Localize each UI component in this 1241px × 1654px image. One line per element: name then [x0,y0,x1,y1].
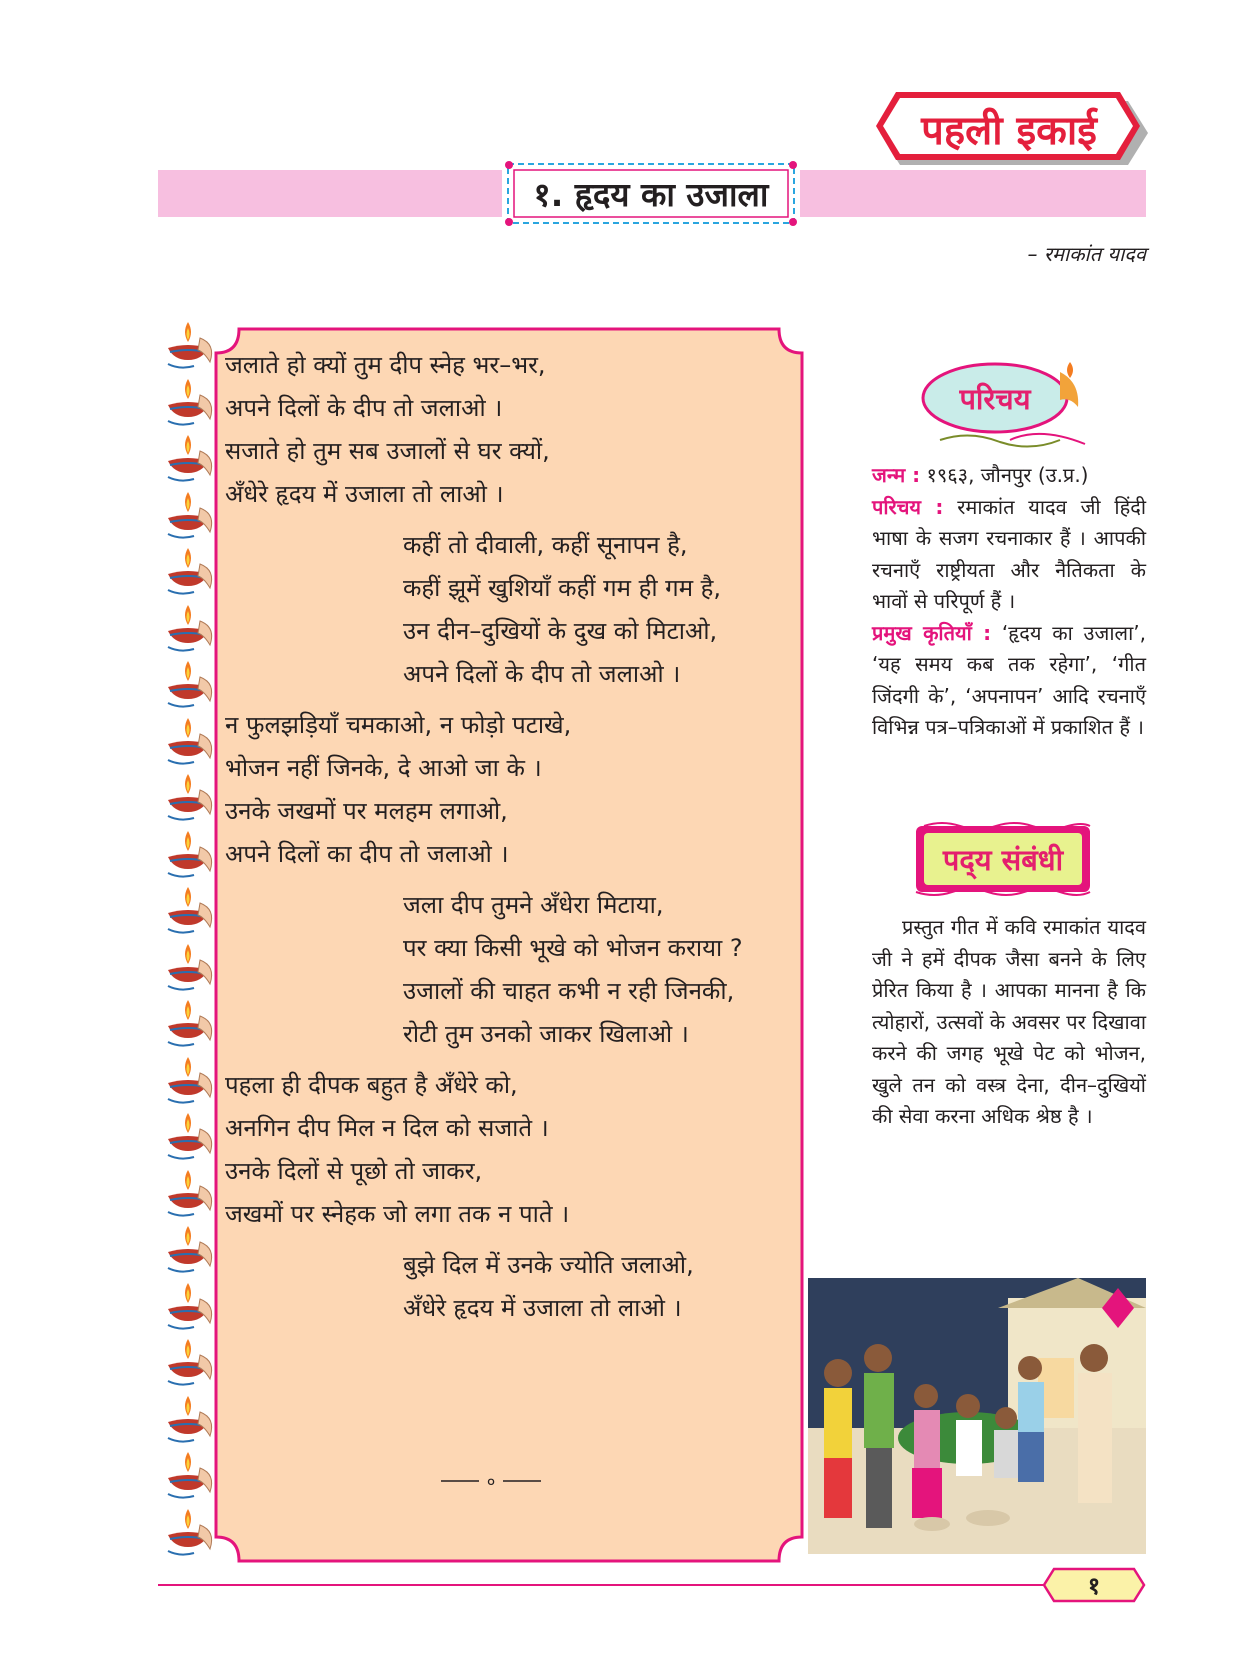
poem-line: रोटी तुम उनको जाकर खिलाओ । [403,1020,689,1048]
diya-lamp-icon [160,544,220,600]
poem-relation-text: प्रस्तुत गीत में कवि रमाकांत यादव जी ने हमें दीपक जैसा बनने के लिए प्रेरित किया है । आपका मानना है कि त्योहारों, उत्सवों के अवसर पर दिखावा करने की जगह भूखे पेट को भोजन, खुले तन को वस्त्र देना, दीन–दुखियों की सेवा करना अधिक श्रेष्ठ है । [872,915,1146,1128]
diya-lamp-icon [160,1505,220,1561]
diya-lamp-icon [160,601,220,657]
poem-line: उनके दिलों से पूछो तो जाकर, [225,1157,483,1185]
diya-lamp-icon [160,1222,220,1278]
diya-lamp-icon [160,318,220,374]
works-label: प्रमुख कृतियाँ : [872,620,992,645]
page-number-badge [1042,1566,1146,1604]
unit-label: पहली इकाई [921,107,1097,154]
diya-lamp-icon [160,431,220,487]
intro-heading: परिचय [959,381,1031,416]
poem-line: सजाते हो तुम सब उजालों से घर क्यों, [225,437,550,465]
poem-line: बुझे दिल में उनके ज्योति जलाओ, [403,1251,694,1279]
intro-heading-badge [910,352,1100,452]
diya-lamp-icon [160,488,220,544]
poem-line: उनके जखमों पर मलहम लगाओ, [225,797,508,825]
diya-lamp-icon [160,1279,220,1335]
poem-line: अँधेरे हृदय में उजाला तो लाओ । [225,480,504,508]
poem-stanza-5 [225,1064,569,1236]
intro-section [872,460,1146,744]
diya-lamp-icon [160,657,220,713]
poem-stanza-3 [225,704,571,876]
diya-lamp-icon [160,940,220,996]
flame-icon [1067,362,1073,378]
poem-line: अपने दिलों का दीप तो जलाओ । [225,840,509,868]
intro-text: रमाकांत यादव जी हिंदी भाषा के सजग रचनाकार हैं । आपकी रचनाएँ राष्ट्रीयता और नैतिकता के भावों से परिपूर्ण हैं । [872,494,1146,613]
diya-lamp-icon [160,883,220,939]
poem-line: न फुलझड़ियाँ चमकाओ, न फोड़ो पटाखे, [225,711,572,739]
poem-line: अँधेरे हृदय में उजाला तो लाओ । [403,1294,682,1322]
poem-line: जखमों पर स्नेहक जो लगा तक न पाते । [225,1200,570,1228]
diya-lamp-icon [160,1448,220,1504]
page-number: १ [1087,1571,1101,1600]
poem-line: जलाते हो क्यों तुम दीप स्नेह भर–भर, [225,351,546,379]
poem-stanza-1 [225,344,550,516]
plate-icon [914,1517,950,1531]
works-text: ‘हृदय का उजाला’, ‘यह समय कब तक रहेगा’, ‘गीत जिंदगी के’, ‘अपनापन’ आदि रचनाएँ विभिन्न पत्र–पत्रिकाओं में प्रकाशित हैं । [872,620,1146,739]
footer-rule [158,1584,1058,1586]
author-name: – रमाकांत यादव [1027,242,1146,266]
diya-lamp-icon [160,827,220,883]
diya-lamp-icon [160,1166,220,1222]
poem-line: भोजन नहीं जिनके, दे आओ जा के । [225,754,542,782]
poem-relation-heading-badge [912,820,1094,898]
unit-badge [868,86,1150,170]
diya-lamp-icon [160,770,220,826]
diya-lamp-icon [160,375,220,431]
poem-line: पर क्या किसी भूखे को भोजन कराया ? [403,934,743,962]
diya-lamp-icon [160,1335,220,1391]
poem-line: उन दीन–दुखियों के दुख को मिटाओ, [403,617,718,645]
poem-line: जला दीप तुमने अँधेरा मिटाया, [403,891,664,919]
diya-lamp-icon [160,1053,220,1109]
poem-end-glyph: ० [486,1472,496,1491]
poem-line: कहीं झूमें खुशियाँ कहीं गम ही गम है, [403,574,722,602]
birth-label: जन्म : [872,463,921,487]
diya-lamp-icon [160,1109,220,1165]
poem-card [213,326,805,1564]
poem-stanza-4 [403,884,743,1056]
lesson-title-box [502,158,800,229]
poem-line: अपने दिलों के दीप तो जलाओ । [403,660,681,688]
poem-line: अपने दिलों के दीप तो जलाओ । [225,394,503,422]
diya-lamp-icon [160,714,220,770]
poem-line: अनगिन दीप मिल न दिल को सजाते । [225,1114,549,1142]
poem-line: कहीं तो दीवाली, कहीं सूनापन है, [403,531,688,559]
birth-text: १९६३, जौनपुर (उ.प्र.) [926,463,1089,487]
poem-relation-heading: पद्‍य संबंधी [942,842,1064,877]
poem-end-mark [441,1471,541,1491]
intro-label: परिचय : [872,494,944,519]
diya-lamp-icon [160,996,220,1052]
poem-line: पहला ही दीपक बहुत है अँधेरे को, [225,1071,518,1099]
lamp-border [160,318,220,1558]
plate-icon [966,1510,1010,1526]
poem-line: उजालों की चाहत कभी न रही जिनकी, [403,977,735,1005]
diwali-illustration [808,1278,1146,1554]
diya-lamp-icon [160,1392,220,1448]
poem-stanza-2 [403,524,721,696]
lesson-title: १. हृदय का उजाला [533,175,769,214]
poem-stanza-6 [403,1244,694,1330]
